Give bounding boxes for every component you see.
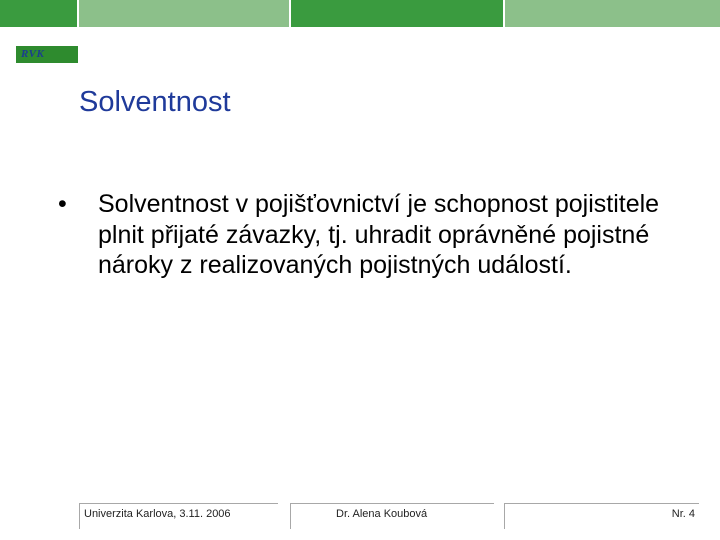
band-segment-1 <box>0 0 77 27</box>
top-color-band <box>0 0 720 27</box>
footer-left-box <box>79 503 278 529</box>
band-segment-2 <box>79 0 289 27</box>
logo-text: RVK <box>21 48 45 60</box>
slide-title: Solventnost <box>79 86 231 118</box>
rvk-logo <box>16 46 78 63</box>
footer-page-number: Nr. 4 <box>671 508 695 520</box>
bullet-dot-icon: • <box>58 190 67 218</box>
footer-right-box <box>504 503 699 529</box>
footer-author: Dr. Alena Koubová <box>336 508 428 520</box>
band-segment-4 <box>505 0 720 27</box>
bullet-text: Solventnost v pojišťovnictví je schopnost pojistitele plnit přijaté závazky, tj. uhradit oprávněné pojistné nároky z realizovaných pojistných událostí. <box>98 190 660 279</box>
band-segment-3 <box>291 0 503 27</box>
footer-center-box <box>290 503 494 529</box>
footer-university-date: Univerzita Karlova, 3.11. 2006 <box>84 508 231 520</box>
